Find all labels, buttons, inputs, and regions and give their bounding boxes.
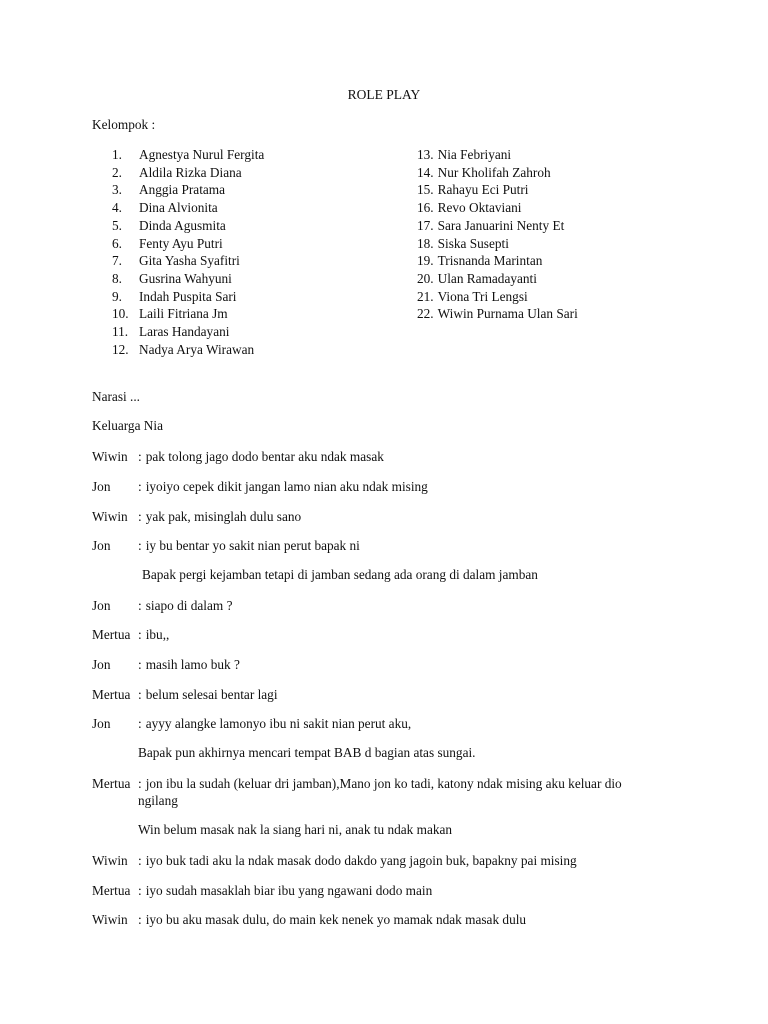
dialog-text: iyo buk tadi aku la ndak masak dodo dakdo yang jagoin buk, bapakny pai mising [145, 853, 577, 868]
member-item [112, 323, 229, 341]
member-number: 15. [417, 182, 434, 198]
dialog-text: iy bu bentar yo sakit nian perut bapak ni [145, 538, 360, 553]
member-item [417, 305, 578, 323]
member-number: 7. [112, 253, 122, 269]
member-name: Viona Tri Lengsi [437, 288, 528, 304]
member-item [112, 235, 223, 253]
member-name: Rahayu Eci Putri [437, 182, 529, 198]
speaker-name: Wiwin [92, 853, 128, 868]
member-name: Revo Oktaviani [437, 200, 522, 216]
member-name: Anggia Pratama [139, 182, 226, 198]
member-name: Nia Febriyani [437, 147, 512, 162]
member-number: 21. [417, 288, 434, 304]
speaker-name: Wiwin [92, 509, 128, 524]
member-number: 16. [417, 200, 434, 216]
dialog-text: ibu,, [145, 627, 170, 642]
dialog-text: belum selesai bentar lagi [145, 687, 278, 702]
member-name: Indah Puspita Sari [139, 288, 237, 304]
scene-heading: Keluarga Nia [92, 418, 164, 433]
dialog-text: yak pak, misinglah dulu sano [145, 509, 302, 524]
member-name: Wiwin Purnama Ulan Sari [437, 306, 578, 322]
member-item [417, 199, 521, 217]
member-number: 10. [112, 306, 129, 322]
member-number: 9. [112, 288, 122, 304]
speaker-name: Jon [92, 598, 111, 613]
dialog-text: iyo bu aku masak dulu, do main kek nenek yo mamak ndak masak dulu [145, 912, 527, 927]
member-number: 1. [112, 147, 122, 162]
member-name: Gita Yasha Syafitri [139, 253, 240, 269]
member-item [112, 164, 242, 182]
member-name: Gusrina Wahyuni [139, 270, 232, 286]
member-item [112, 341, 254, 359]
speaker-name: Mertua [92, 687, 131, 702]
document-page: ROLE PLAY Kelompok : 1. Agnestya Nurul Fergita 2. Aldila Rizka Diana 3. Anggia Pratama 4. Dina Alvionita 5. Dinda Agusmita 6. Fenty Ayu Putri 7. Gita Yasha Syafitri 8. Gusrina Wahyuni 9. Indah Puspita Sari 10. Laili Fitriana Jm 11. Laras Handayani 12. Nadya Arya Wirawan 13. Nia Febriyani 14. Nur Kholifah Zahroh 15. Rahayu Eci Putri 16. Revo Oktaviani 17. Sara Januarini Nenty Et 18. Siska Susepti 19. Trisnanda Marintan 20. Ulan Ramadayanti 21. Viona Tri Lengsi 22. Wiwin Purnama Ulan Sari Narasi ... Keluarga Nia Wiwin : pak tolong jago dodo bentar aku ndak masak Jon : iyoiyo cepek dikit jangan lamo nian aku ndak mising Wiwin : yak pak, misinglah dulu sano Jon : iy bu bentar yo sakit nian perut bapak ni Bapak pergi kejamban tetapi di jamban sedang ada orang di dalam jamban Jon : siapo di dalam ? Mertua : ibu,, Jon : masih lamo buk ? Mertua : belum selesai bentar lagi Jon : ayyy alangke lamonyo ibu ni sakit nian perut aku, Bapak pun akhirnya mencari tempat BAB d bagian atas sungai. Mertua : jon ibu la sudah (keluar dri jamban),Mano jon ko tadi, katony ndak mising aku keluar dio ngilang Win belum masak nak la siang hari ni, anak tu ndak makan Wiwin : iyo buk tadi aku la ndak masak dodo dakdo yang jagoin buk, bapakny pai mising Mertua : iyo sudah masaklah biar ibu yang ngawani dodo main Wiwin : iyo bu aku masak dulu, do main kek nenek yo mamak ndak masak dulu [0, 0, 768, 1024]
member-name: Nur Kholifah Zahroh [437, 164, 551, 180]
member-item [417, 164, 551, 182]
member-number: 12. [112, 341, 129, 357]
member-item [112, 146, 264, 164]
member-item [417, 217, 564, 235]
stage-direction: Bapak pergi kejamban tetapi di jamban sedang ada orang di dalam jamban [142, 567, 538, 582]
member-name: Agnestya Nurul Fergita [139, 147, 265, 162]
dialog-text: pak tolong jago dodo bentar aku ndak masak [145, 449, 384, 464]
member-item [417, 288, 528, 306]
member-name: Laras Handayani [139, 324, 230, 339]
member-name: Trisnanda Marintan [437, 253, 543, 269]
member-name: Dinda Agusmita [139, 217, 226, 233]
member-name: Dina Alvionita [139, 200, 218, 216]
member-item [112, 270, 232, 288]
member-item [112, 217, 226, 235]
member-item [417, 181, 528, 199]
speaker-name: Mertua [92, 883, 131, 898]
member-number: 2. [112, 164, 122, 180]
member-number: 13. [417, 147, 434, 162]
dialog-text: iyo sudah masaklah biar ibu yang ngawani dodo main [145, 883, 433, 898]
member-name: Siska Susepti [437, 235, 509, 251]
member-number: 19. [417, 253, 434, 269]
member-number: 4. [112, 200, 122, 216]
member-number: 14. [417, 164, 434, 180]
member-number: 20. [417, 270, 434, 286]
speaker-name: Mertua [92, 776, 131, 791]
group-label: Kelompok : [92, 117, 156, 132]
member-number: 5. [112, 217, 122, 233]
speaker-name: Jon [92, 479, 111, 494]
dialog-text: iyoiyo cepek dikit jangan lamo nian aku ndak mising [145, 479, 428, 494]
member-name: Aldila Rizka Diana [139, 164, 242, 180]
member-number: 6. [112, 235, 122, 251]
member-name: Laili Fitriana Jm [139, 306, 228, 322]
member-number: 8. [112, 270, 122, 286]
speaker-name: Jon [92, 538, 111, 553]
stage-direction: Bapak pun akhirnya mencari tempat BAB d bagian atas sungai. [138, 745, 476, 760]
speaker-name: Wiwin [92, 912, 128, 927]
member-item [417, 252, 542, 270]
member-item [112, 252, 240, 270]
dialog-text: ayyy alangke lamonyo ibu ni sakit nian perut aku, [145, 716, 412, 731]
member-name: Fenty Ayu Putri [139, 235, 223, 251]
speaker-name: Mertua [92, 627, 131, 642]
speaker-name: Wiwin [92, 449, 128, 464]
stage-direction: Win belum masak nak la siang hari ni, anak tu ndak makan [138, 822, 453, 837]
member-number: 18. [417, 235, 434, 251]
member-item [112, 305, 228, 323]
dialog-text: siapo di dalam ? [145, 598, 233, 613]
dialog-text: jon ibu la sudah (keluar dri jamban),Mano jon ko tadi, katony ndak mising aku keluar dio ngilang [138, 776, 622, 808]
speaker-name: Jon [92, 657, 111, 672]
member-item [417, 235, 509, 253]
member-item [417, 146, 511, 164]
page-title: ROLE PLAY [347, 87, 421, 102]
member-name: Sara Januarini Nenty Et [437, 217, 565, 233]
dialog-text: masih lamo buk ? [145, 657, 240, 672]
narration-heading: Narasi ... [92, 389, 140, 404]
member-item [112, 181, 225, 199]
member-item [112, 288, 237, 306]
member-number: 3. [112, 182, 122, 198]
member-number: 17. [417, 217, 434, 233]
member-number: 22. [417, 306, 434, 322]
member-name: Ulan Ramadayanti [437, 270, 537, 286]
member-name: Nadya Arya Wirawan [139, 341, 255, 357]
speaker-name: Jon [92, 716, 111, 731]
member-item [417, 270, 537, 288]
member-number: 11. [112, 324, 129, 339]
member-item [112, 199, 218, 217]
